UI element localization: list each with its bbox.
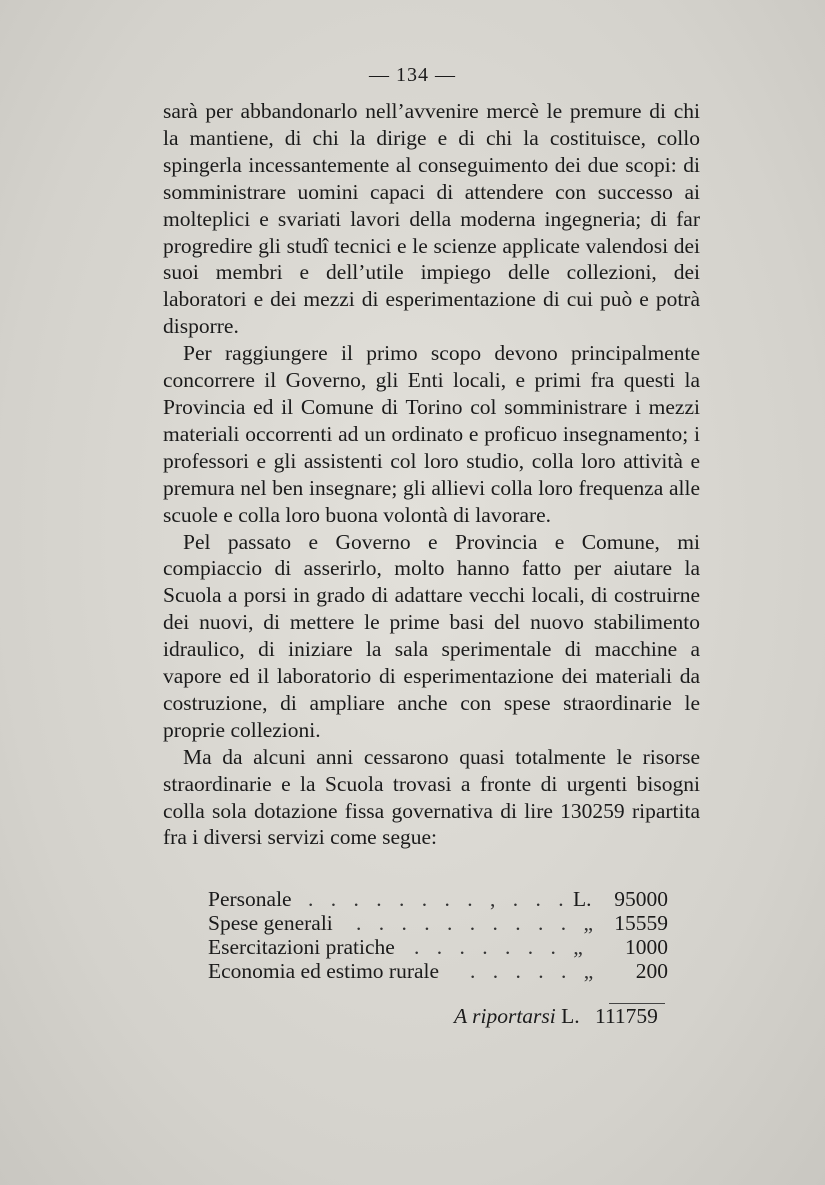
page-number: — 134 — bbox=[369, 64, 456, 86]
leader-dots: . . . . . . . . . . „ bbox=[356, 911, 600, 935]
budget-amount: 200 bbox=[635, 959, 668, 983]
paragraph-1: sarà per abbandonarlo nell’avvenire mercè le premure di chi la mantiene, di chi la dirige e di chi la costituisce, collo spingerla incessantemente al conseguimento dei due scopi: di somministrare uomini capaci di attendere con successo ai molteplici e svariati lavori della moderna ingegneria; di far progredire gli studî tecnici e le scienze applicate valendosi dei suoi membri e dell’utile impiego delle collezioni, dei laboratori e dei mezzi di esperimentazione di cui può e potrà disporre. bbox=[163, 99, 700, 339]
carry-currency: L. bbox=[561, 1004, 580, 1028]
budget-label: Personale bbox=[208, 887, 292, 911]
budget-row-economia bbox=[208, 959, 668, 983]
budget-amount: 15559 bbox=[614, 911, 668, 935]
budget-row-personale bbox=[208, 887, 668, 911]
paragraph-4: Ma da alcuni anni cessarono quasi totalmente le risorse straordinarie e la Scuola trovasi a fronte di urgenti bisogni colla sola dotazione fissa governativa di lire 130259 ripartita fra i diversi servizi come segue: bbox=[163, 744, 700, 850]
carry-label: A riportarsi bbox=[454, 1004, 556, 1028]
budget-currency: L. bbox=[573, 887, 592, 911]
budget-amount: 95000 bbox=[614, 887, 668, 911]
budget-table bbox=[208, 887, 668, 983]
body-text bbox=[163, 98, 700, 851]
carry-total: 111759 bbox=[595, 1004, 658, 1028]
budget-label: Economia ed estimo rurale bbox=[208, 959, 440, 983]
budget-row-esercitazioni bbox=[208, 935, 668, 959]
leader-dots: . . . . . „ bbox=[470, 959, 600, 983]
budget-label: Esercitazioni pratiche bbox=[208, 935, 395, 959]
paragraph-2: Per raggiungere il primo scopo devono principalmente concorrere il Governo, gli Enti locali, e primi fra questi la Provincia ed il Comune di Torino col somministrare i mezzi materiali occorrenti ad un ordinato e proficuo insegnamento; i professori e gli assistenti col loro studio, colla loro attività e premura nel ben insegnare; gli allievi colla loro frequenza alle scuole e colla loro buona volontà di lavorare. bbox=[163, 341, 700, 527]
budget-row-spese-generali bbox=[208, 911, 668, 935]
budget-label: Spese generali bbox=[208, 911, 333, 935]
paragraph-3: Pel passato e Governo e Provincia e Comune, mi compiaccio di asserirlo, molto hanno fatto per aiutare la Scuola a porsi in grado di adattare vecchi locali, di costruirne dei nuovi, di mettere le prime basi del nuovo stabilimento idraulico, di iniziare la sala sperimentale di macchine a vapore ed il laboratorio di esperimentazione dei materiali da costruzione, di ampliare anche con spese straordinarie le proprie collezioni. bbox=[163, 529, 700, 742]
leader-dots: . . . . . . . . , . . . bbox=[308, 887, 570, 911]
carry-forward bbox=[454, 1004, 658, 1029]
budget-amount: 1000 bbox=[625, 935, 668, 959]
leader-dots: . . . . . . . „ bbox=[414, 935, 589, 959]
